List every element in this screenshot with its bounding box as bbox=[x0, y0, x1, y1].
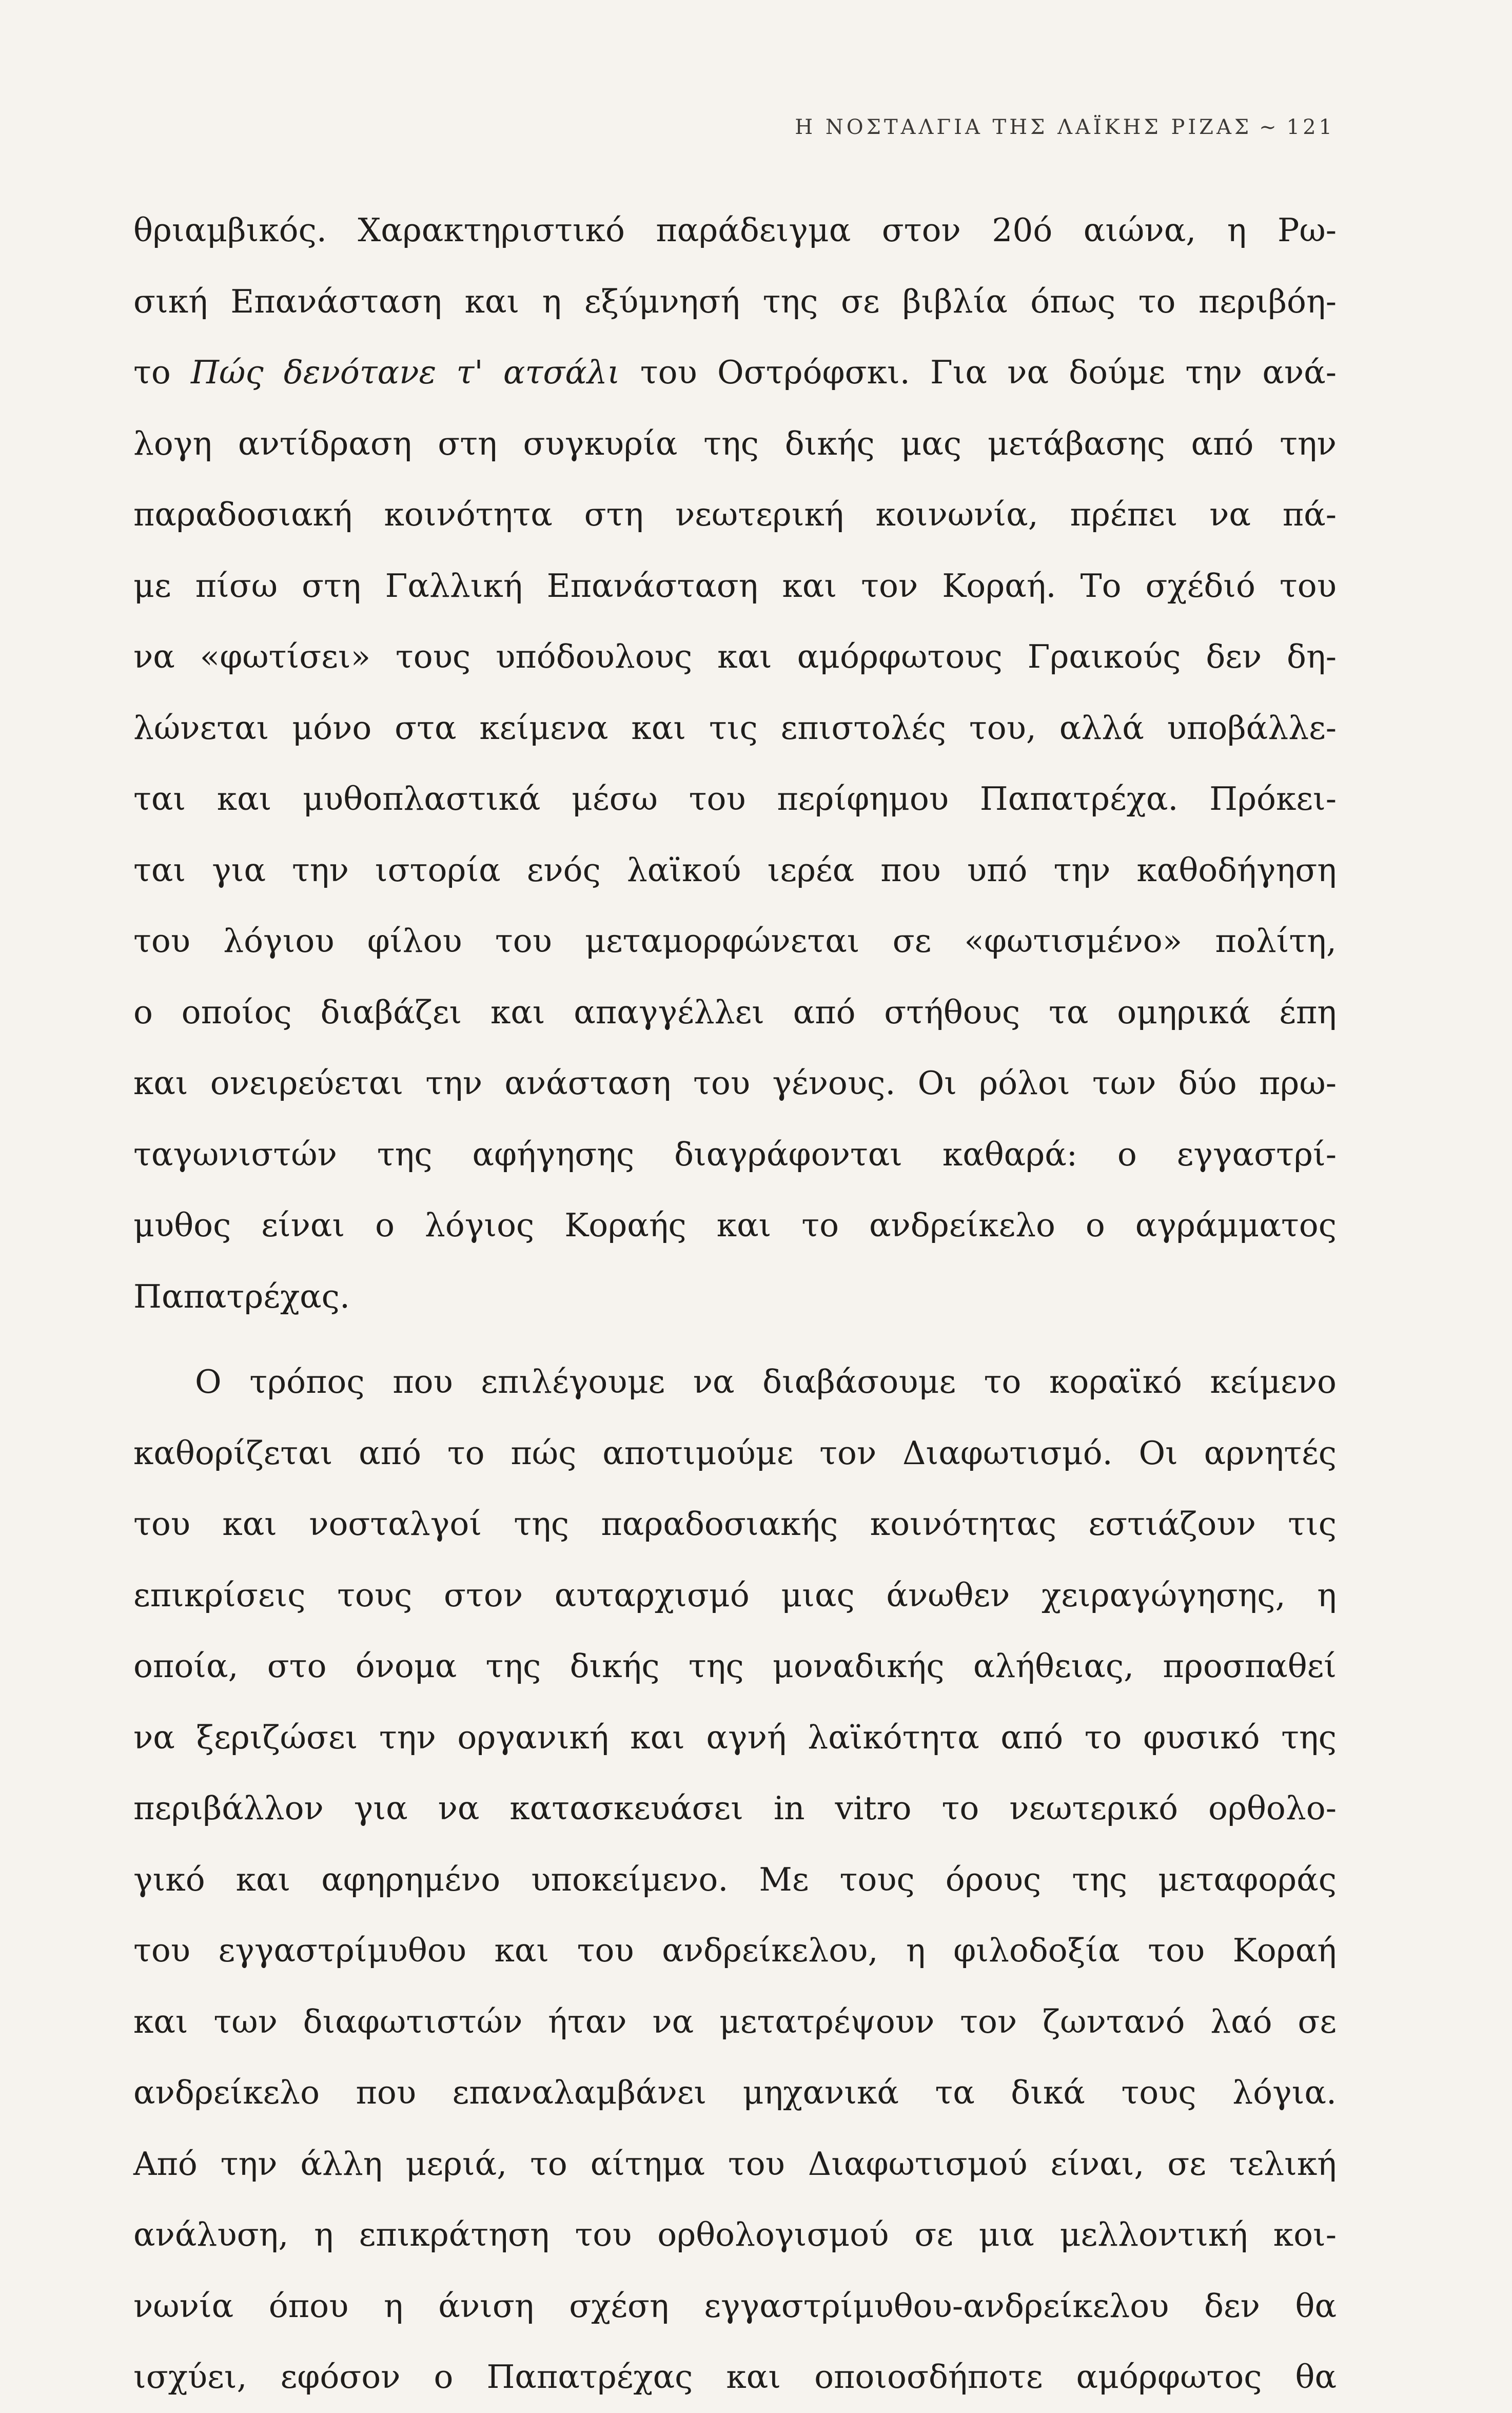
page-number: 121 bbox=[1286, 115, 1335, 139]
text-line: παραδοσιακή κοινότητα στη νεωτερική κοινωνία, πρέπει να πά- bbox=[133, 496, 1337, 533]
text-line: ανάλυση, η επικράτηση του ορθολογισμού σε μια μελλοντική κοι- bbox=[133, 2216, 1337, 2253]
text-line: Ο τρόπος που επιλέγουμε να διαβάσουμε το κοραϊκό κείμενο bbox=[195, 1363, 1337, 1400]
text-line: Παπατρέχας. bbox=[133, 1277, 350, 1315]
paragraph-2 bbox=[133, 1347, 1337, 2413]
text-fragment: το bbox=[133, 354, 191, 391]
text-line: με πίσω στη Γαλλική Επανάσταση και τον Κοραή. Το σχέδιό του bbox=[133, 567, 1337, 605]
text-line: να «φωτίσει» τους υπόδουλους και αμόρφωτους Γραικούς δεν δη- bbox=[133, 638, 1337, 675]
running-head-separator: ~ bbox=[1259, 115, 1280, 139]
text-line: λογη αντίδραση στη συγκυρία της δικής μας μετάβασης από την bbox=[133, 424, 1337, 462]
text-line: ται για την ιστορία ενός λαϊκού ιερέα που υπό την καθοδήγηση bbox=[133, 851, 1337, 889]
text-line: να ξεριζώσει την οργανική και αγνή λαϊκότητα από το φυσικό της bbox=[133, 1718, 1337, 1756]
book-title-italic: Πώς δενότανε τ' ατσάλι bbox=[191, 354, 620, 391]
text-line: ται και μυθοπλαστικά μέσω του περίφημου Παπατρέχα. Πρόκει- bbox=[133, 780, 1337, 818]
text-fragment: του Οστρόφσκι. Για να δούμε την ανά- bbox=[620, 354, 1337, 391]
text-line: οποία, στο όνομα της δικής της μοναδικής αλήθειας, προσπαθεί bbox=[133, 1647, 1337, 1685]
text-line: μυθος είναι ο λόγιος Κοραής και το ανδρείκελο ο αγράμματος bbox=[133, 1206, 1337, 1244]
text-line: ταγωνιστών της αφήγησης διαγράφονται καθαρά: ο εγγαστρί- bbox=[133, 1135, 1337, 1173]
text-line: περιβάλλον για να κατασκευάσει in vitro το νεωτερικό ορθολο- bbox=[133, 1789, 1337, 1827]
running-head bbox=[795, 115, 1335, 139]
text-line: λώνεται μόνο στα κείμενα και τις επιστολές του, αλλά υποβάλλε- bbox=[133, 709, 1337, 747]
text-line: καθορίζεται από το πώς αποτιμούμε τον Διαφωτισμό. Οι αρνητές bbox=[133, 1434, 1337, 1472]
text-line: ο οποίος διαβάζει και απαγγέλλει από στήθους τα ομηρικά έπη bbox=[133, 993, 1337, 1031]
running-head-title: Η ΝΟΣΤΑΛΓΙΑ ΤΗΣ ΛΑΪΚΗΣ ΡΙΖΑΣ bbox=[795, 115, 1252, 139]
body-text bbox=[133, 195, 1337, 2413]
paragraph-1 bbox=[133, 195, 1337, 1332]
text-line-with-title bbox=[133, 337, 1337, 408]
text-line: ανδρείκελο που επαναλαμβάνει μηχανικά τα δικά τους λόγια. bbox=[133, 2074, 1337, 2111]
text-line: νωνία όπου η άνιση σχέση εγγαστρίμυθου-ανδρείκελου δεν θα bbox=[133, 2287, 1337, 2325]
text-line: Από την άλλη μεριά, το αίτημα του Διαφωτισμού είναι, σε τελική bbox=[133, 2145, 1337, 2183]
text-line: γικό και αφηρημένο υποκείμενο. Με τους όρους της μεταφοράς bbox=[133, 1860, 1337, 1898]
text-line: ισχύει, εφόσον ο Παπατρέχας και οποιοσδήποτε αμόρφωτος θα bbox=[133, 2358, 1337, 2396]
text-line: και των διαφωτιστών ήταν να μετατρέψουν τον ζωντανό λαό σε bbox=[133, 2002, 1337, 2040]
text-line: του εγγαστρίμυθου και του ανδρείκελου, η φιλοδοξία του Κοραή bbox=[133, 1932, 1337, 1969]
text-line: επικρίσεις τους στον αυταρχισμό μιας άνωθεν χειραγώγησης, η bbox=[133, 1576, 1337, 1614]
text-line: θριαμβικός. Χαρακτηριστικό παράδειγμα στον 20ό αιώνα, η Ρω- bbox=[133, 211, 1337, 249]
text-line: του και νοσταλγοί της παραδοσιακής κοινότητας εστιάζουν τις bbox=[133, 1505, 1337, 1543]
text-line: και ονειρεύεται την ανάσταση του γένους. Οι ρόλοι των δύο πρω- bbox=[133, 1064, 1337, 1102]
text-line: του λόγιου φίλου του μεταμορφώνεται σε «φωτισμένο» πολίτη, bbox=[133, 922, 1337, 960]
text-line: σική Επανάσταση και η εξύμνησή της σε βιβλία όπως το περιβόη- bbox=[133, 282, 1337, 320]
